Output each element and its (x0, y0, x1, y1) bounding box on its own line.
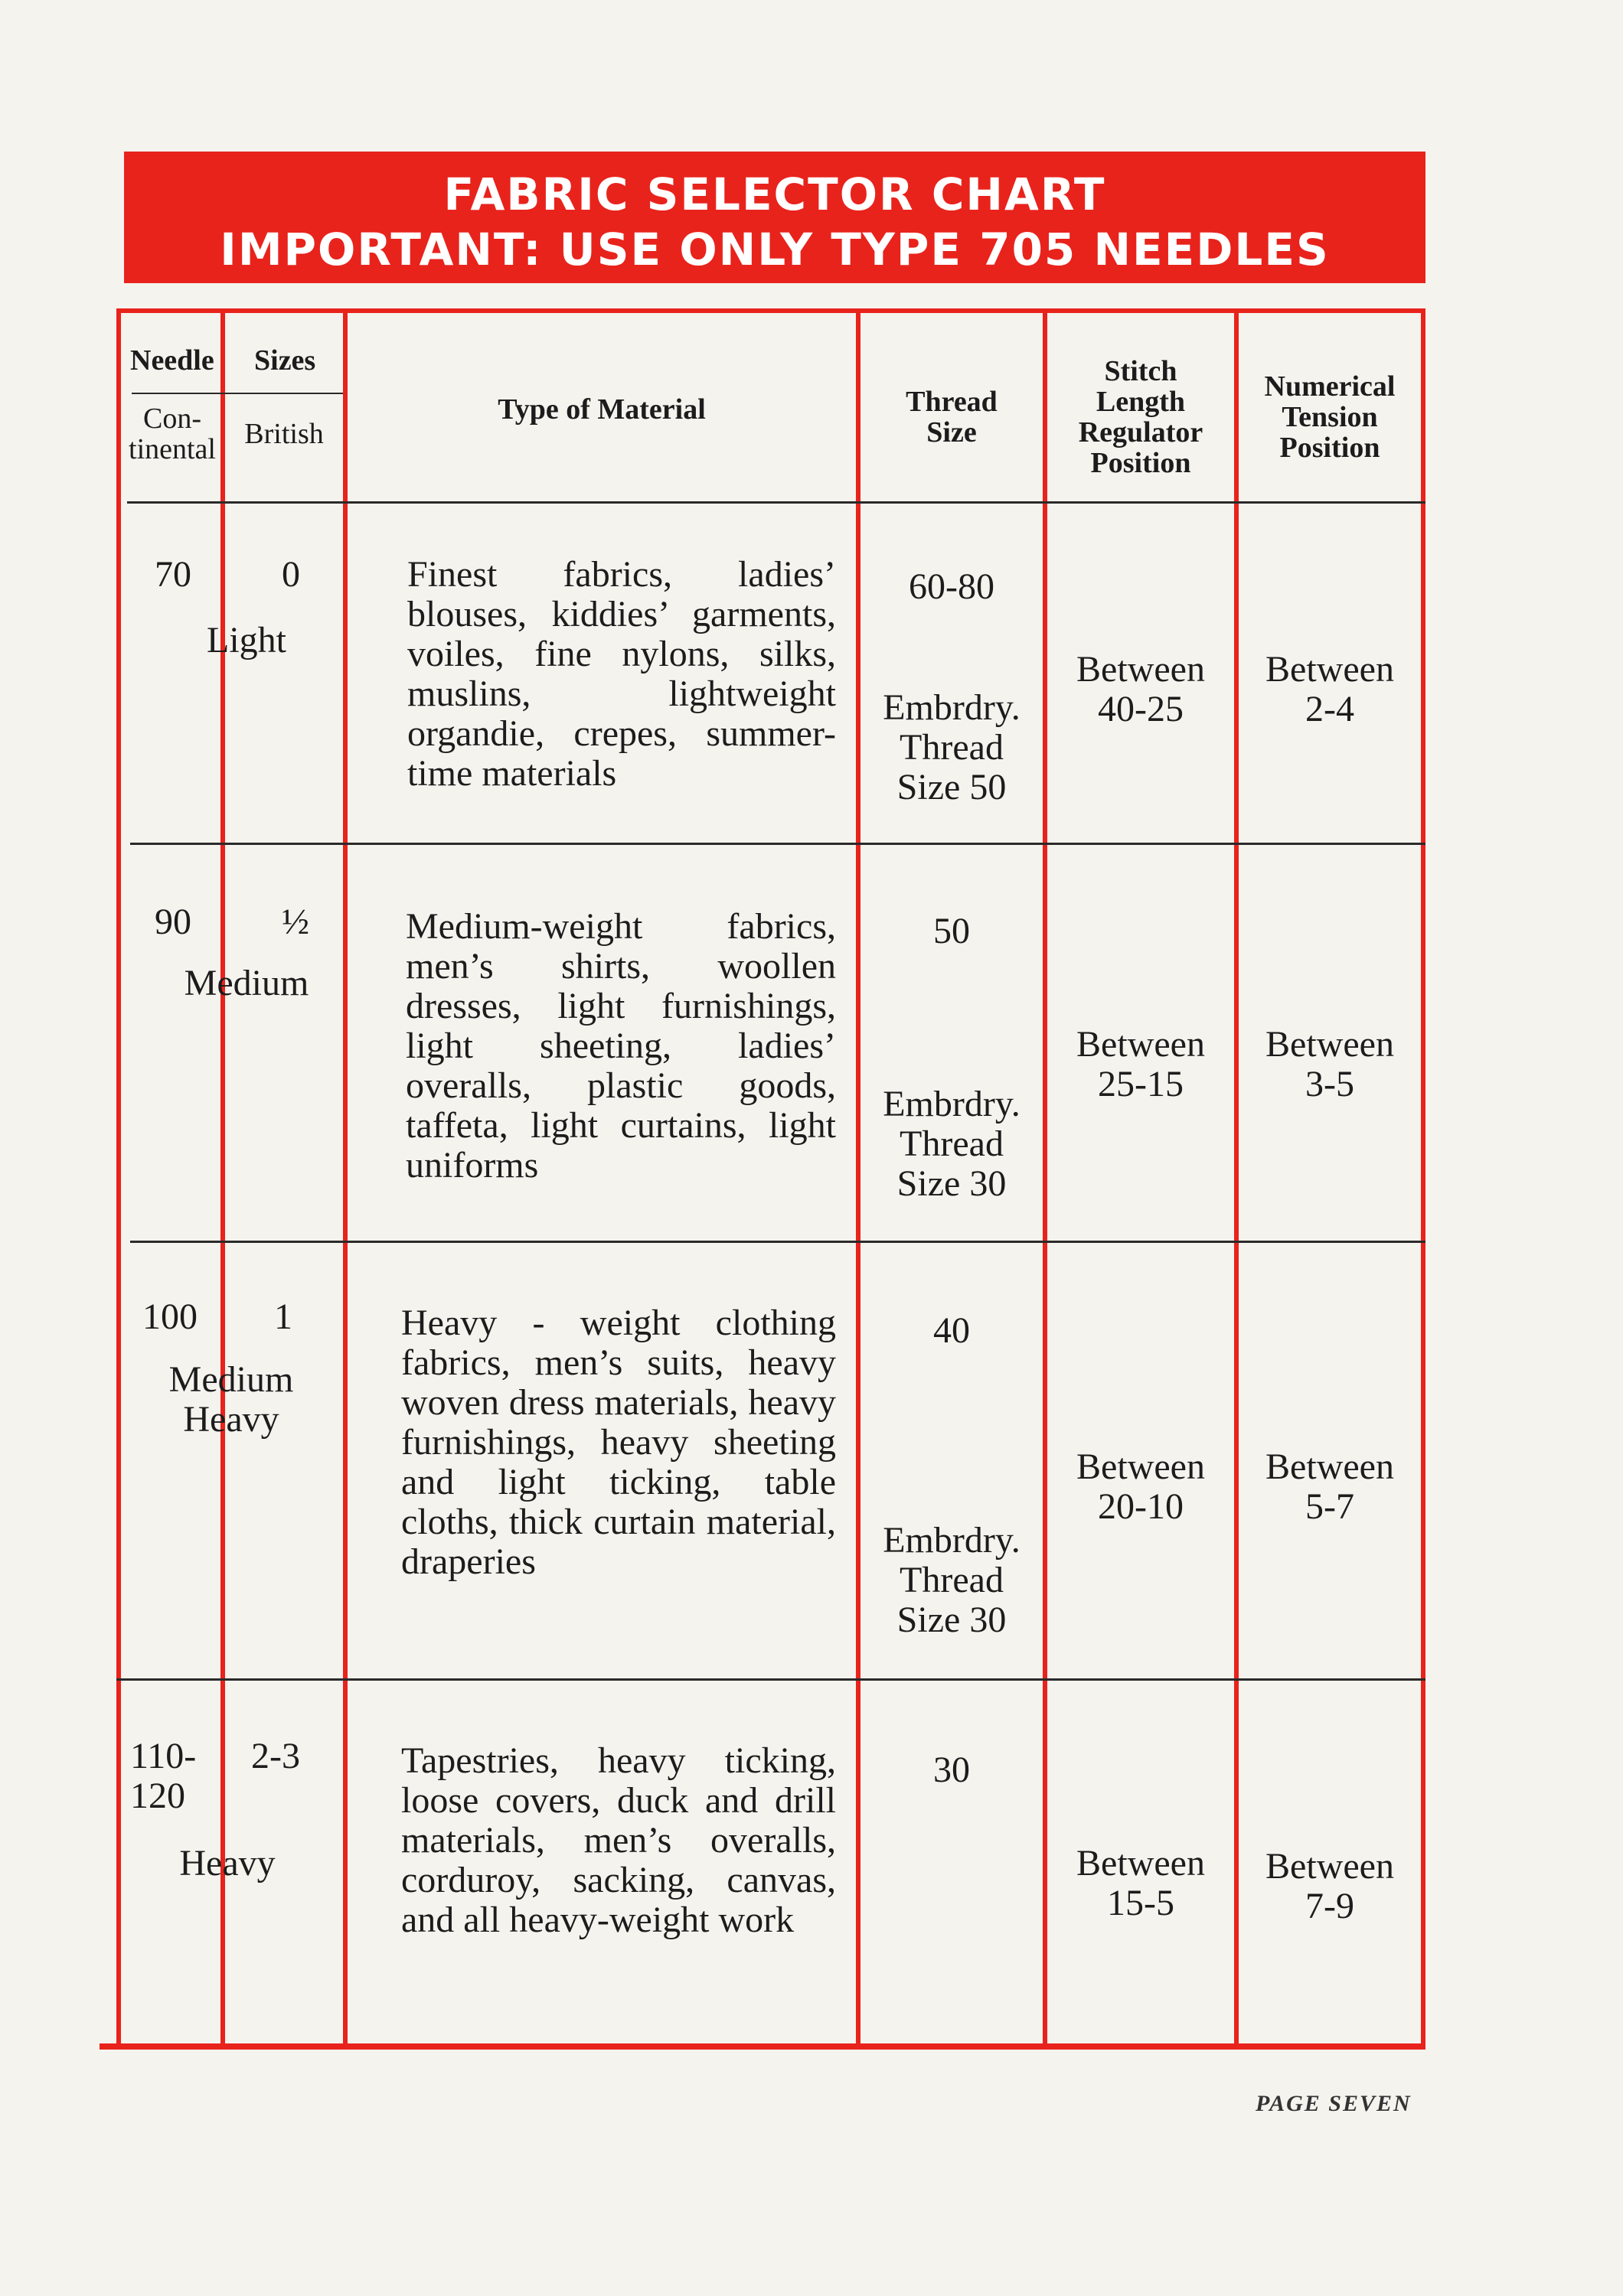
row3-separator (116, 1678, 1425, 1681)
row4-british: 2-3 (251, 1736, 300, 1776)
row1-thread-size: 60-80 (909, 566, 994, 607)
table-bottom-border (100, 2043, 1425, 2050)
tension-divider-line (1234, 308, 1239, 2050)
row3-continental: 100 (142, 1296, 198, 1337)
row3-tension-position: Between 5-7 (1265, 1446, 1394, 1527)
row3-thread-size: 40 (933, 1310, 970, 1351)
tension-header: Numerical Tension Position (1264, 370, 1396, 464)
row3-weight: Medium Heavy (168, 1359, 294, 1440)
row4-continental: 110- 120 (130, 1736, 197, 1816)
row4-tension-position: Between 7-9 (1265, 1846, 1394, 1926)
row2-british: ½ (282, 902, 309, 942)
row2-continental: 90 (155, 902, 191, 942)
sizes-header: Sizes (254, 344, 316, 377)
row2-thread-size: 50 (933, 911, 970, 951)
row2-stitch-position: Between 25-15 (1076, 1024, 1205, 1104)
chart-title: FABRIC SELECTOR CHART (443, 168, 1106, 220)
row1-embroidery-thread: Embrdry. Thread Size 50 (883, 687, 1020, 807)
row2-tension-position: Between 3-5 (1265, 1024, 1394, 1104)
row1-tension-position: Between 2-4 (1265, 649, 1394, 729)
row1-separator (130, 843, 1425, 845)
material-header: Type of Material (498, 393, 706, 426)
material-divider-line (343, 308, 348, 2050)
row3-embroidery-thread: Embrdry. Thread Size 30 (883, 1520, 1020, 1640)
stitch-divider-line (1043, 308, 1047, 2050)
table-top-border (116, 308, 1425, 313)
chart-banner (124, 152, 1425, 283)
row1-british: 0 (282, 554, 300, 595)
stitch-header: Stitch Length Regulator Position (1078, 355, 1203, 479)
row4-material: Tapestries, heavy ticking, loose covers, duck and drill materials, men’s overalls, corduroy, sacking, canvas, and all heavy-weight work (401, 1740, 836, 1940)
needle-divider-line (220, 308, 225, 2050)
row3-stitch-position: Between 20-10 (1076, 1446, 1205, 1527)
row1-weight: Light (207, 620, 286, 660)
table-right-border (1421, 308, 1425, 2050)
row3-material: Heavy - weight clothing fabrics, men’s suits, heavy woven dress materials, heavy furnishings, heavy sheeting and light ticking, table cloths, thick curtain material, draperies (401, 1303, 836, 1582)
row4-stitch-position: Between 15-5 (1076, 1843, 1205, 1923)
row2-embroidery-thread: Embrdry. Thread Size 30 (883, 1084, 1020, 1204)
row2-separator (130, 1241, 1425, 1243)
thread-header: Thread Size (906, 386, 998, 448)
row1-stitch-position: Between 40-25 (1076, 649, 1205, 729)
needle-warning: IMPORTANT: USE ONLY TYPE 705 NEEDLES (220, 223, 1330, 276)
header-bottom-line (127, 501, 1425, 504)
row2-material: Medium-weight fabrics, men’s shirts, woollen dresses, light furnishings, light sheeting, ladies’ overalls, plastic goods, taffeta, light curtains, light uniforms (406, 906, 836, 1186)
row4-weight: Heavy (179, 1843, 276, 1883)
row1-material: Finest fabrics, ladies’ blouses, kiddies’ garments, voiles, fine nylons, silks, muslins, lightweight organdie, crepes, summer-time materials (407, 554, 836, 794)
fabric-selector-table (116, 308, 1425, 2050)
row2-weight: Medium (184, 963, 309, 1003)
needle-header: Needle (130, 344, 214, 377)
header-split-line (132, 393, 343, 394)
row1-continental: 70 (155, 554, 191, 595)
row3-british: 1 (274, 1296, 292, 1337)
continental-header: Con- tinental (129, 403, 216, 465)
british-header: British (244, 418, 324, 450)
table-left-border (116, 308, 121, 2050)
page-number: PAGE SEVEN (1256, 2091, 1412, 2116)
row4-thread-size: 30 (933, 1750, 970, 1790)
